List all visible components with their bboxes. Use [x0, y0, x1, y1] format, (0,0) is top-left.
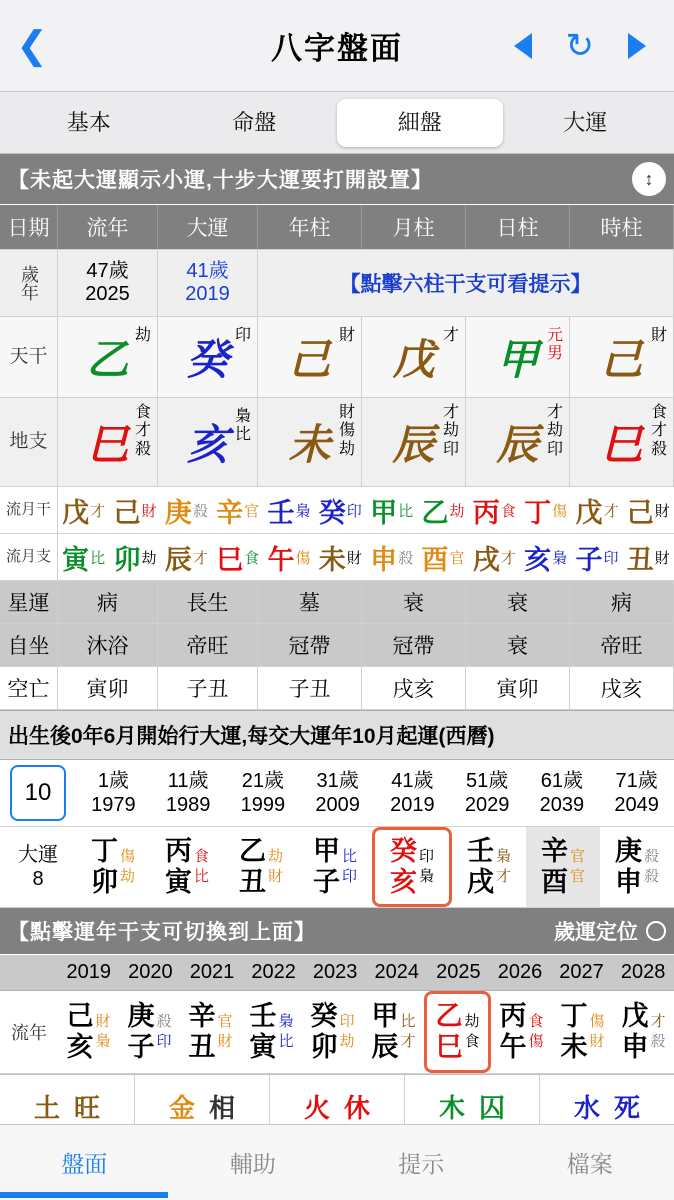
branch-cell-day[interactable]: 辰 才 劫 印 [466, 398, 570, 486]
suiyun-locate-button[interactable] [554, 916, 666, 946]
stem-tag: 劫 [134, 327, 151, 344]
stem-tag-self: 元 男 [546, 327, 563, 363]
liunian-row [0, 991, 674, 1074]
liuyue-gan-cells [58, 487, 674, 533]
branch-tags: 才 劫 印 [546, 404, 563, 458]
kongwang-hour: 戌亥 [570, 667, 674, 709]
grid-header-row [0, 205, 674, 250]
app-header [0, 0, 674, 92]
suiyun-locate-label: 歲運定位 [554, 921, 638, 944]
liunian-year[interactable]: 2023 [312, 961, 358, 983]
liunian-cell[interactable]: 辛 丑 官 財 [188, 1000, 233, 1062]
liunian-year[interactable]: 2019 [66, 961, 112, 983]
liuyue-gan-cell[interactable]: 己 財 [626, 497, 670, 528]
liunian-year[interactable]: 2024 [374, 961, 420, 983]
liuyue-zhi-cell[interactable]: 酉 官 [421, 544, 465, 575]
liuyue-zhi-cell[interactable]: 子 印 [575, 544, 619, 575]
dayun-cell[interactable]: 壬 戌 梟 才 [466, 835, 511, 897]
sort-updown-icon[interactable]: ↕ [632, 162, 666, 196]
xingyun-liunian: 病 [58, 581, 158, 623]
tab-dayun[interactable]: 大運 [563, 109, 608, 135]
liunian-age-cell[interactable]: 47歲 2025 [58, 250, 158, 316]
branch-cell-liunian[interactable]: 巳 食 才 殺 [58, 398, 158, 486]
refresh-icon[interactable]: ↻ [565, 26, 594, 65]
liuyue-gan-cell[interactable]: 辛 官 [216, 497, 260, 528]
earthly-branch-row [0, 398, 674, 487]
xingyun-month: 衰 [362, 581, 466, 623]
col-day-pillar: 日柱 [466, 205, 570, 249]
dayun-cell[interactable]: 甲 子 比 印 [312, 835, 357, 897]
liunian-year[interactable]: 2028 [620, 961, 666, 983]
dayun-notice: 出生後0年6月開始行大運,每交大運年10月起運(西曆) [0, 710, 674, 760]
liunian-year[interactable]: 2020 [128, 961, 173, 983]
age-row-label: 歲年 [0, 250, 58, 316]
dayun-cell[interactable]: 乙 丑 劫 財 [238, 835, 283, 897]
dayun-row-label: 大運 8 [18, 844, 58, 890]
liunian-year-header [0, 955, 674, 991]
stem-cell-dayun[interactable]: 癸 印 [158, 317, 258, 397]
dayun-cell-selected[interactable]: 癸 亥 印 梟 [372, 827, 452, 907]
liuyue-zhi-cell[interactable]: 巳 食 [216, 544, 260, 575]
stem-cell-hour[interactable]: 己 財 [570, 317, 674, 397]
liuyue-gan-cell[interactable]: 丁 傷 [524, 497, 568, 528]
dayun-col-header[interactable]: 51歲 2029 [464, 770, 510, 816]
liuyue-gan-row [0, 487, 674, 534]
liuyue-zhi-cell[interactable]: 未 財 [318, 544, 362, 575]
branch-cell-month[interactable]: 辰 才 劫 印 [362, 398, 466, 486]
liunian-hint: 【點擊運年干支可切換到上面】 [8, 921, 316, 944]
liunian-cell[interactable]: 丁 未 傷 財 [560, 1000, 605, 1062]
liuyue-gan-cell[interactable]: 戊 才 [62, 497, 106, 528]
stem-cell-liunian[interactable]: 乙 劫 [58, 317, 158, 397]
stem-cell-year[interactable]: 己 財 [258, 317, 362, 397]
zizuo-month: 冠帶 [362, 624, 466, 666]
kongwang-dayun: 子丑 [158, 667, 258, 709]
tab-mingpan[interactable]: 命盤 [232, 109, 277, 135]
liunian-cell[interactable]: 癸 卯 印 劫 [310, 1000, 355, 1062]
liunian-cell[interactable]: 己 亥 財 梟 [66, 1000, 111, 1062]
kongwang-liunian: 寅卯 [58, 667, 158, 709]
zizuo-label: 自坐 [0, 624, 58, 666]
liuyue-gan-cell[interactable]: 甲 比 [370, 497, 414, 528]
segmented-tabs [0, 92, 674, 154]
col-dayun: 大運 [158, 205, 258, 249]
liuyue-zhi-cell[interactable]: 午 傷 [267, 544, 311, 575]
xingyun-dayun: 長生 [158, 581, 258, 623]
stem-cell-month[interactable]: 戊 才 [362, 317, 466, 397]
zizuo-dayun: 帝旺 [158, 624, 258, 666]
liunian-cell[interactable]: 甲 辰 比 才 [371, 1000, 416, 1062]
zizuo-day: 衰 [466, 624, 570, 666]
dayun-col-header[interactable]: 71歲 2049 [614, 770, 659, 816]
kongwang-row [0, 667, 674, 710]
dayun-row [0, 827, 674, 908]
liuyue-zhi-row [0, 534, 674, 581]
liunian-year-spacer [0, 955, 58, 990]
tab-basic[interactable]: 基本 [66, 109, 111, 135]
liuyue-zhi-cells [58, 534, 674, 580]
liuyue-zhi-cell[interactable]: 辰 才 [164, 544, 208, 575]
xingyun-row [0, 581, 674, 624]
dayun-cell[interactable]: 丙 寅 食 比 [164, 835, 209, 897]
zizuo-row [0, 624, 674, 667]
xingyun-hour: 病 [570, 581, 674, 623]
liunian-row-label: 流年 [11, 1023, 47, 1043]
xingyun-year: 墓 [258, 581, 362, 623]
kongwang-month: 戌亥 [362, 667, 466, 709]
dayun-age-cell[interactable]: 41歲 2019 [158, 250, 258, 316]
branch-cell-year[interactable]: 未 財 傷 劫 [258, 398, 362, 486]
wuxing-element: 金 [168, 1092, 195, 1123]
notice-bar [0, 154, 674, 205]
liuyue-zhi-cell[interactable]: 戌 才 [472, 544, 516, 575]
stem-tag: 財 [338, 327, 355, 344]
triangle-right-icon[interactable] [628, 33, 646, 59]
liuyue-zhi-cell[interactable]: 卯 劫 [113, 544, 157, 575]
branch-tags: 梟 比 [234, 408, 251, 444]
branch-tags: 才 劫 印 [442, 404, 459, 458]
branch-tags: 食 才 殺 [134, 404, 151, 458]
dayun-col-header[interactable]: 11歲 1989 [165, 770, 211, 816]
liuyue-zhi-label: 流月支 [0, 534, 58, 580]
dayun-col-header[interactable]: 61歲 2039 [539, 770, 585, 816]
kongwang-label: 空亡 [0, 667, 58, 709]
liuyue-gan-label: 流月干 [0, 487, 58, 533]
liuyue-gan-cell[interactable]: 癸 印 [318, 497, 362, 528]
col-month-pillar: 月柱 [362, 205, 466, 249]
liuyue-gan-cell[interactable]: 丙 食 [472, 497, 516, 528]
liuyue-gan-cell[interactable]: 乙 劫 [421, 497, 465, 528]
home-indicator [0, 1192, 168, 1198]
branch-tags: 食 才 殺 [650, 404, 667, 458]
age-year-row [0, 250, 674, 317]
liunian-year[interactable]: 2027 [559, 961, 604, 983]
wuxing-element: 土 [33, 1092, 60, 1123]
liuyue-zhi-cell[interactable]: 亥 梟 [524, 544, 568, 575]
col-year-pillar: 年柱 [258, 205, 362, 249]
liuyue-gan-cell[interactable]: 壬 梟 [267, 497, 311, 528]
branch-cell-dayun[interactable]: 亥 梟 比 [158, 398, 258, 486]
kongwang-day: 寅卯 [466, 667, 570, 709]
stem-tag: 印 [234, 327, 251, 344]
zizuo-hour: 帝旺 [570, 624, 674, 666]
liunian-year[interactable]: 2022 [251, 961, 296, 983]
liunian-cell[interactable]: 庚 子 殺 印 [127, 1000, 172, 1062]
pillar-hint[interactable]: 【點擊六柱干支可看提示】 [258, 250, 674, 316]
wuxing-element: 火 [303, 1092, 330, 1123]
dayun-header-row [0, 760, 674, 827]
dayun-col-header[interactable]: 21歲 1999 [240, 770, 286, 816]
wuxing-state: 囚 [479, 1092, 506, 1123]
liuyue-gan-cell[interactable]: 戊 才 [575, 497, 619, 528]
back-button[interactable]: ❮ [16, 25, 48, 67]
nav-dangan[interactable]: 檔案 [566, 1151, 613, 1177]
liunian-cell[interactable]: 丙 午 食 傷 [499, 1000, 544, 1062]
dayun-col-header[interactable]: 31歲 2009 [315, 770, 360, 816]
stem-tag: 財 [650, 327, 667, 344]
zizuo-liunian: 沐浴 [58, 624, 158, 666]
xingyun-label: 星運 [0, 581, 58, 623]
dayun-col-header[interactable]: 41歲 2019 [390, 770, 435, 816]
notice-text: 【未起大運顯示小運,十步大運要打開設置】 [8, 169, 433, 192]
liunian-year[interactable]: 2021 [189, 961, 235, 983]
dayun-col-header[interactable]: 1歲 1979 [91, 770, 136, 816]
wuxing-element: 水 [573, 1092, 600, 1123]
branch-row-label: 地支 [0, 398, 58, 486]
liunian-cell[interactable]: 壬 寅 梟 比 [249, 1000, 294, 1062]
nav-panmian[interactable]: 盤面 [61, 1151, 108, 1177]
dayun-start-box-wrap [0, 760, 76, 826]
liuyue-gan-cell[interactable]: 庚 殺 [164, 497, 208, 528]
nav-fuzhu[interactable]: 輔助 [229, 1151, 276, 1177]
liuyue-gan-cell[interactable]: 己 財 [113, 497, 157, 528]
stem-row-label: 天干 [0, 317, 58, 397]
liunian-year[interactable]: 2025 [436, 961, 481, 983]
dayun-cell[interactable]: 庚 申 殺 殺 [614, 835, 659, 897]
nav-tishi[interactable]: 提示 [398, 1151, 445, 1177]
dayun-cell[interactable]: 丁 卯 傷 劫 [90, 835, 135, 897]
target-circle-icon [646, 921, 666, 941]
heavenly-stem-row [0, 317, 674, 398]
col-hour-pillar: 時柱 [570, 205, 674, 249]
zizuo-year: 冠帶 [258, 624, 362, 666]
stem-cell-day[interactable]: 甲 元 男 [466, 317, 570, 397]
wuxing-state: 旺 [74, 1092, 101, 1123]
wuxing-state: 休 [344, 1092, 371, 1123]
tab-xipan[interactable]: 細盤 [337, 99, 503, 147]
col-date: 日期 [0, 205, 58, 249]
stem-tag: 才 [442, 327, 459, 344]
liuyue-zhi-cell[interactable]: 申 殺 [370, 544, 414, 575]
liuyue-zhi-cell[interactable]: 寅 比 [62, 544, 106, 575]
dayun-cell[interactable]: 辛 酉 官 官 [526, 827, 600, 907]
header-actions [514, 26, 674, 65]
liunian-cell[interactable]: 戊 申 才 殺 [621, 1000, 666, 1062]
page-title: 八字盤面 [271, 31, 403, 66]
bottom-nav [0, 1124, 674, 1200]
wuxing-state: 死 [614, 1092, 641, 1123]
col-liunian: 流年 [58, 205, 158, 249]
kongwang-year: 子丑 [258, 667, 362, 709]
liunian-year[interactable]: 2026 [497, 961, 543, 983]
liunian-cell-selected[interactable]: 乙 巳 劫 食 [424, 991, 491, 1073]
wuxing-state: 相 [209, 1092, 236, 1123]
xingyun-day: 衰 [466, 581, 570, 623]
branch-tags: 財 傷 劫 [338, 404, 355, 458]
dayun-start-box[interactable]: 10 [10, 765, 66, 821]
branch-cell-hour[interactable]: 巳 食 才 殺 [570, 398, 674, 486]
liuyue-zhi-cell[interactable]: 丑 財 [626, 544, 670, 575]
wuxing-element: 木 [438, 1092, 465, 1123]
liunian-bar [0, 908, 674, 955]
triangle-left-icon[interactable] [514, 33, 532, 59]
